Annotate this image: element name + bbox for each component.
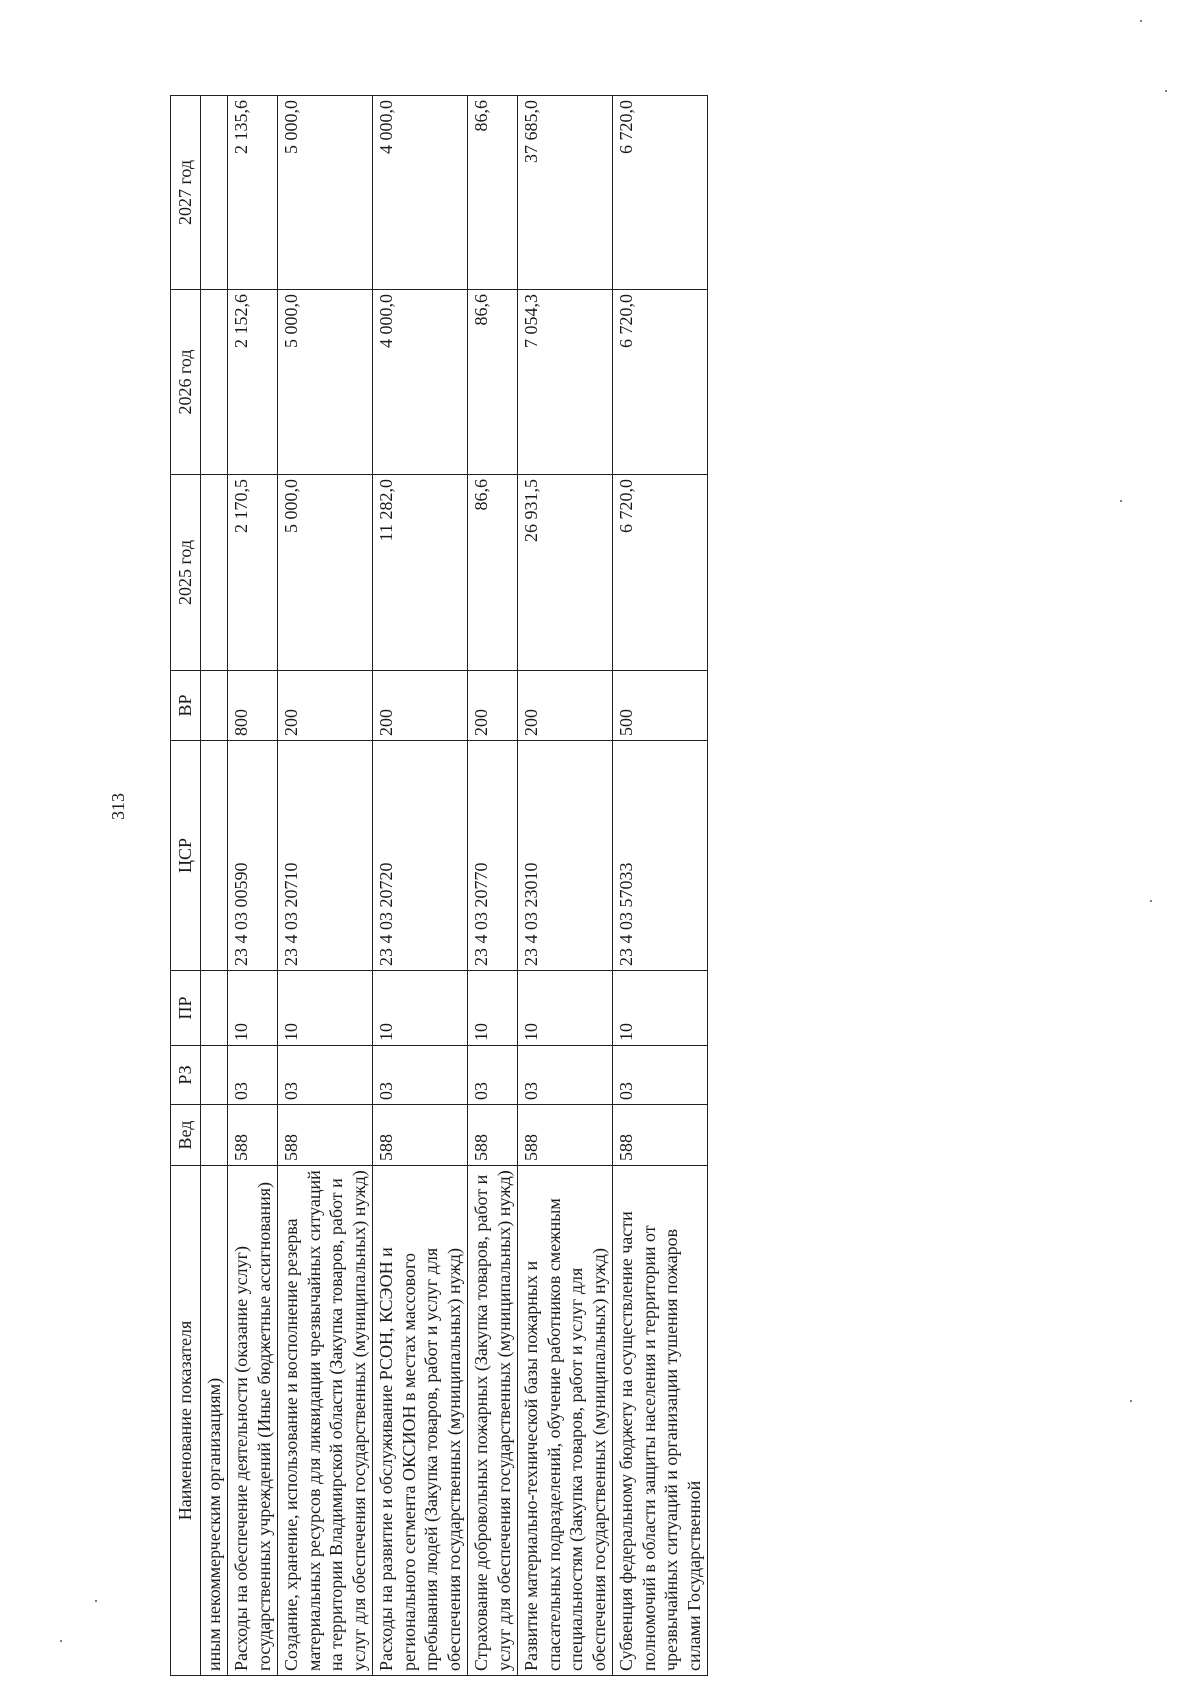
header-rz: РЗ <box>171 1046 201 1105</box>
row-csr <box>200 741 228 971</box>
table-row <box>373 96 468 1676</box>
row-name: Субвенция федеральному бюджету на осуществление части полномочий в области защиты населения и территории от чрезвычайных ситуаций и организации тушения пожаров силами Государственной <box>613 1166 708 1676</box>
row-vr: 200 <box>518 671 613 741</box>
header-2027: 2027 год <box>171 96 201 290</box>
scan-speck <box>1165 90 1167 92</box>
table-row <box>613 96 708 1676</box>
row-ved: 588 <box>468 1105 518 1166</box>
row-rz: 03 <box>373 1046 468 1105</box>
row-vr <box>200 671 228 741</box>
row-2025: 86,6 <box>468 475 518 671</box>
table-row <box>468 96 518 1676</box>
row-ved <box>200 1105 228 1166</box>
row-2025 <box>200 475 228 671</box>
row-ved: 588 <box>518 1105 613 1166</box>
header-csr: ЦСР <box>171 741 201 971</box>
rotated-table-wrapper <box>170 96 708 1676</box>
table-row <box>518 96 613 1676</box>
row-pr: 10 <box>278 971 373 1046</box>
row-vr: 200 <box>373 671 468 741</box>
row-2026: 5 000,0 <box>278 290 373 475</box>
row-2025: 5 000,0 <box>278 475 373 671</box>
row-ved: 588 <box>373 1105 468 1166</box>
row-name: Создание, хранение, использование и восполнение резерва материальных ресурсов для ликвидации чрезвычайных ситуаций на территории Владимирской области (Закупка товаров, работ и услуг для обеспечения государственных (муниципальных) нужд) <box>278 1166 373 1676</box>
page-number: 313 <box>108 793 128 820</box>
row-2025: 11 282,0 <box>373 475 468 671</box>
row-name: Страхование добровольных пожарных (Закупка товаров, работ и услуг для обеспечения государственных (муниципальных) нужд) <box>468 1166 518 1676</box>
row-2026: 4 000,0 <box>373 290 468 475</box>
row-vr: 200 <box>468 671 518 741</box>
row-rz: 03 <box>468 1046 518 1105</box>
row-2026: 2 152,6 <box>228 290 278 475</box>
row-pr: 10 <box>613 971 708 1046</box>
scan-speck <box>1140 20 1142 22</box>
row-ved: 588 <box>613 1105 708 1166</box>
row-name: Развитие материально-технической базы пожарных и спасательных подразделений, обучение работников смежным специальностям (Закупка товаров, работ и услуг для обеспечения государственных (муниципальных) нужд) <box>518 1166 613 1676</box>
row-name: Расходы на обеспечение деятельности (оказание услуг) государственных учреждений (Иные бюджетные ассигнования) <box>228 1166 278 1676</box>
row-2026: 6 720,0 <box>613 290 708 475</box>
row-ved: 588 <box>228 1105 278 1166</box>
row-2027: 86,6 <box>468 96 518 290</box>
row-vr: 200 <box>278 671 373 741</box>
row-2026: 7 054,3 <box>518 290 613 475</box>
scan-speck <box>1130 1400 1132 1402</box>
row-name: Расходы на развитие и обслуживание РСОН, КСЭОН и регионального сегмента ОКСИОН в местах массового пребывания людей (Закупка товаров, работ и услуг для обеспечения государственных (муниципальных) нужд) <box>373 1166 468 1676</box>
header-vr: ВР <box>171 671 201 741</box>
header-2026: 2026 год <box>171 290 201 475</box>
row-vr: 500 <box>613 671 708 741</box>
row-pr: 10 <box>518 971 613 1046</box>
row-csr: 23 4 03 20770 <box>468 741 518 971</box>
row-csr: 23 4 03 57033 <box>613 741 708 971</box>
row-pr: 10 <box>468 971 518 1046</box>
row-2025: 6 720,0 <box>613 475 708 671</box>
row-2027: 37 685,0 <box>518 96 613 290</box>
scan-speck <box>60 1640 62 1642</box>
row-rz: 03 <box>518 1046 613 1105</box>
header-name: Наименование показателя <box>171 1166 201 1676</box>
row-rz: 03 <box>228 1046 278 1105</box>
row-2025: 2 170,5 <box>228 475 278 671</box>
table-row <box>200 96 228 1676</box>
header-ved: Вед <box>171 1105 201 1166</box>
row-ved: 588 <box>278 1105 373 1166</box>
header-pr: ПР <box>171 971 201 1046</box>
row-2027: 2 135,6 <box>228 96 278 290</box>
table-row <box>228 96 278 1676</box>
row-pr <box>200 971 228 1046</box>
row-2026 <box>200 290 228 475</box>
row-pr: 10 <box>228 971 278 1046</box>
header-2025: 2025 год <box>171 475 201 671</box>
row-2026: 86,6 <box>468 290 518 475</box>
budget-table <box>170 95 708 1676</box>
row-csr: 23 4 03 20720 <box>373 741 468 971</box>
row-2027: 5 000,0 <box>278 96 373 290</box>
row-rz: 03 <box>278 1046 373 1105</box>
row-csr: 23 4 03 23010 <box>518 741 613 971</box>
row-2027: 6 720,0 <box>613 96 708 290</box>
row-pr: 10 <box>373 971 468 1046</box>
scan-speck <box>1120 500 1122 502</box>
table-row <box>278 96 373 1676</box>
row-2027 <box>200 96 228 290</box>
row-2025: 26 931,5 <box>518 475 613 671</box>
row-csr: 23 4 03 00590 <box>228 741 278 971</box>
row-name: иным некоммерческим организациям) <box>200 1166 228 1676</box>
row-2027: 4 000,0 <box>373 96 468 290</box>
row-csr: 23 4 03 20710 <box>278 741 373 971</box>
row-rz <box>200 1046 228 1105</box>
row-vr: 800 <box>228 671 278 741</box>
table-header-row <box>171 96 201 1676</box>
row-rz: 03 <box>613 1046 708 1105</box>
scan-speck <box>1150 900 1152 902</box>
scan-speck <box>95 1600 97 1602</box>
